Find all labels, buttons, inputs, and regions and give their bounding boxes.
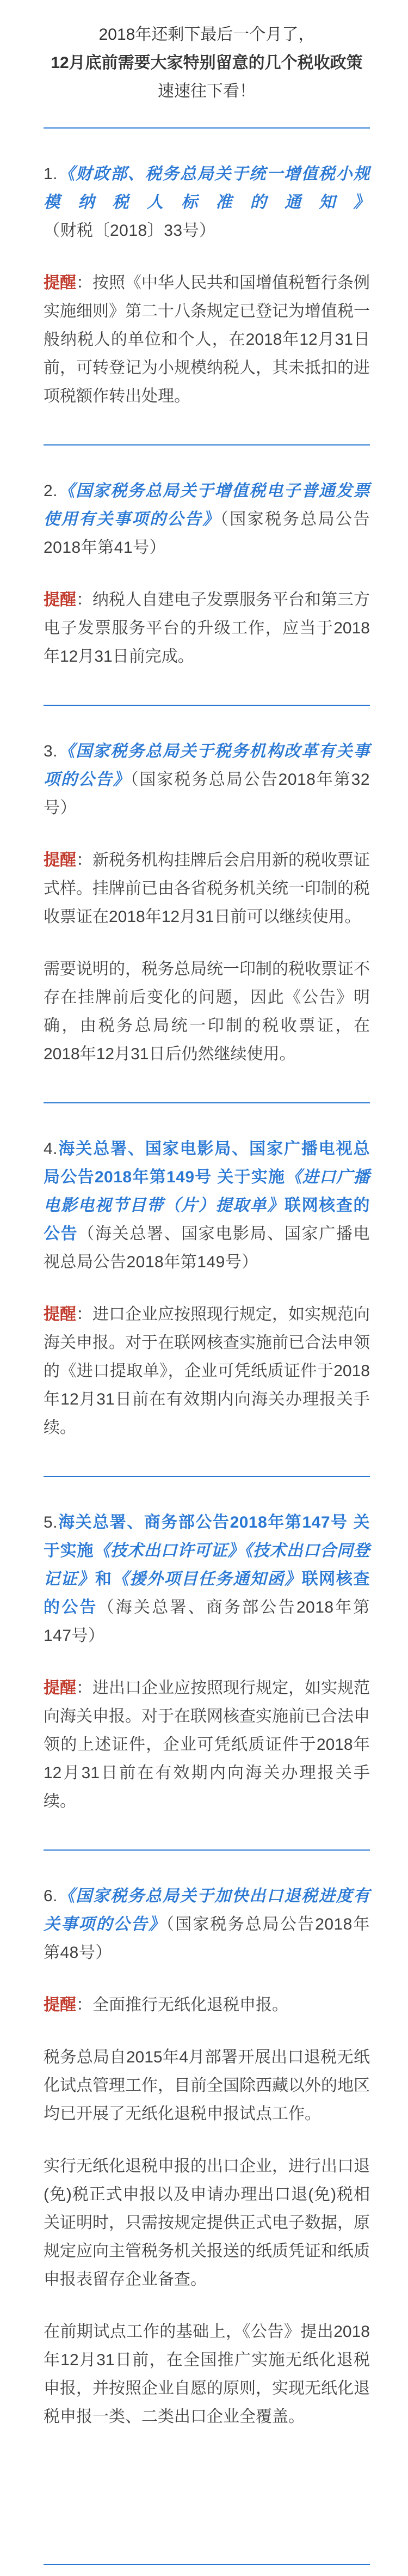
section-1 xyxy=(44,160,370,411)
reminder-text: 全面推行无纸化退税申报。 xyxy=(92,1996,288,2014)
policy-link[interactable]: 《财政部、税务总局关于统一增值税小规模纳税人标准的通知》 xyxy=(44,165,370,211)
intro-headline: 12月底前需要大家特别留意的几个税收政策 xyxy=(51,54,363,72)
policy-ref: （国家税务总局公告2018年第32号） xyxy=(44,771,370,817)
policy-link[interactable]: 《国家税务总局关于税务机构改革有关事项的公告》 xyxy=(44,742,370,789)
policy-ref: （海关总署、商务部公告2018年第147号） xyxy=(44,1598,370,1645)
section-title xyxy=(44,1509,370,1650)
reminder-label: 提醒 xyxy=(44,1305,76,1323)
policy-link[interactable]: 《国家税务总局关于增值税电子普通发票使用有关事项的公告》 xyxy=(44,482,370,528)
reminder-paragraph xyxy=(44,846,370,931)
explanation-paragraph: 需要说明的，税务总局统一印制的税收票证不存在挂牌前后变化的问题，因此《公告》明确，由税务总局统一印制的税收票证，在2018年12月31日后仍然继续使用。 xyxy=(44,960,370,1063)
section-number: 1. xyxy=(44,165,58,183)
explanation-paragraph: 实行无纸化退税申报的出口企业，进行出口退(免)税正式申报以及申请办理出口退(免)税相关证明时，只需按规定提供正式电子数据，原规定应向主管税务机关报送的纸质凭证和纸质申报表留存企业备查。 xyxy=(44,2157,370,2288)
reminder-sep: ： xyxy=(76,1679,92,1697)
policy-link[interactable]: 《国家税务总局关于加快出口退税进度有关事项的公告》 xyxy=(44,1887,370,1933)
reminder-label: 提醒 xyxy=(44,591,76,609)
announcement-title-tail: 联网核查的公告 xyxy=(44,1570,370,1616)
reminder-paragraph xyxy=(44,1991,370,2019)
policy-ref: （财税〔2018〕33号） xyxy=(44,222,216,240)
reminder-paragraph xyxy=(44,586,370,671)
policy-link[interactable]: 《进口广播电影电视节目带（片）提取单》 xyxy=(44,1168,370,1214)
section-number: 4. xyxy=(44,1140,58,1158)
intro-line-1: 2018年还剩下最后一个月了， xyxy=(98,26,315,44)
section-6 xyxy=(44,1882,370,2431)
reminder-sep: ： xyxy=(76,851,92,869)
reminder-paragraph xyxy=(44,1674,370,1816)
section-number: 5. xyxy=(44,1513,58,1531)
policy-link-2[interactable]: 《援外项目任务通知函》 xyxy=(112,1570,302,1588)
announcement-title: 海关总署、国家电影局、国家广播电视总局公告2018年第149号 关于实施 xyxy=(44,1140,370,1186)
explanation-paragraph: 税务总局自2015年4月部署开展出口退税无纸化试点管理工作，目前全国除西藏以外的地区均已开展了无纸化退税申报试点工作。 xyxy=(44,2048,370,2123)
reminder-text: 纳税人自建电子发票服务平台和第三方电子发票服务平台的升级工作，应当于2018年12月31日前完成。 xyxy=(44,591,370,666)
section-3 xyxy=(44,737,370,1069)
policy-ref: （国家税务总局公告2018年第48号） xyxy=(44,1915,370,1962)
section-divider xyxy=(44,1102,370,1103)
announcement-title-conj: 和 xyxy=(95,1570,113,1588)
bottom-divider xyxy=(44,2564,370,2565)
reminder-sep: ： xyxy=(76,274,92,292)
explanation-paragraph: 在前期试点工作的基础上，《公告》提出2018年12月31日前，在全国推广实施无纸化退税申报，并按照企业自愿的原则，实现无纸化退税申报一类、二类出口企业全覆盖。 xyxy=(44,2323,370,2426)
section-title xyxy=(44,1135,370,1277)
reminder-sep: ： xyxy=(76,1305,92,1323)
policy-ref: （国家税务总局公告2018年第41号） xyxy=(44,510,370,557)
section-number: 2. xyxy=(44,482,58,500)
policy-link[interactable]: 《技术出口许可证》《技术出口合同登记证》 xyxy=(44,1542,370,1588)
section-4 xyxy=(44,1135,370,1442)
announcement-title: 海关总署、商务部公告2018年第147号 关于实施 xyxy=(44,1513,370,1560)
top-divider xyxy=(44,127,370,129)
section-divider xyxy=(44,1849,370,1851)
reminder-sep: ： xyxy=(76,591,92,609)
policy-ref: （海关总署、国家电影局、国家广播电视总局公告2018年第149号） xyxy=(44,1225,370,1271)
section-2 xyxy=(44,477,370,671)
section-title xyxy=(44,1882,370,1967)
section-5 xyxy=(44,1509,370,1816)
reminder-text: 进出口企业应按照现行规定，如实规范向海关申报。对于在联网核查实施前已合法申领的上述证件，企业可凭纸质证件于2018年12月31日前在有效期内向海关办理报关手续。 xyxy=(44,1679,370,1810)
section-divider xyxy=(44,705,370,706)
reminder-label: 提醒 xyxy=(44,274,76,292)
intro-line-3: 速速往下看！ xyxy=(158,82,256,100)
reminder-text: 按照《中华人民共和国增值税暂行条例实施细则》第二十八条规定已登记为增值税一般纳税人的单位和个人，在2018年12月31日前，可转登记为小规模纳税人，其未抵扣的进项税额作转出处理。 xyxy=(44,274,370,405)
section-divider xyxy=(44,1476,370,1477)
section-number: 6. xyxy=(44,1887,58,1905)
section-title xyxy=(44,160,370,245)
reminder-sep: ： xyxy=(76,1996,92,2014)
reminder-label: 提醒 xyxy=(44,851,76,869)
reminder-label: 提醒 xyxy=(44,1679,76,1697)
reminder-label: 提醒 xyxy=(44,1996,76,2014)
intro xyxy=(44,0,370,106)
section-number: 3. xyxy=(44,742,58,760)
section-title xyxy=(44,737,370,822)
reminder-paragraph xyxy=(44,1301,370,1442)
announcement-title-tail: 联网核查的公告 xyxy=(44,1197,370,1243)
section-divider xyxy=(44,444,370,445)
reminder-text: 进口企业应按照现行规定，如实规范向海关申报。对于在联网核查实施前已合法申领的《进口提取单》，企业可凭纸质证件于2018年12月31日前在有效期内向海关办理报关手续。 xyxy=(44,1305,370,1437)
reminder-text: 新税务机构挂牌后会启用新的税收票证式样。挂牌前已由各省税务机关统一印制的税收票证在2018年12月31日前可以继续使用。 xyxy=(44,851,370,926)
reminder-paragraph xyxy=(44,269,370,411)
section-title xyxy=(44,477,370,562)
